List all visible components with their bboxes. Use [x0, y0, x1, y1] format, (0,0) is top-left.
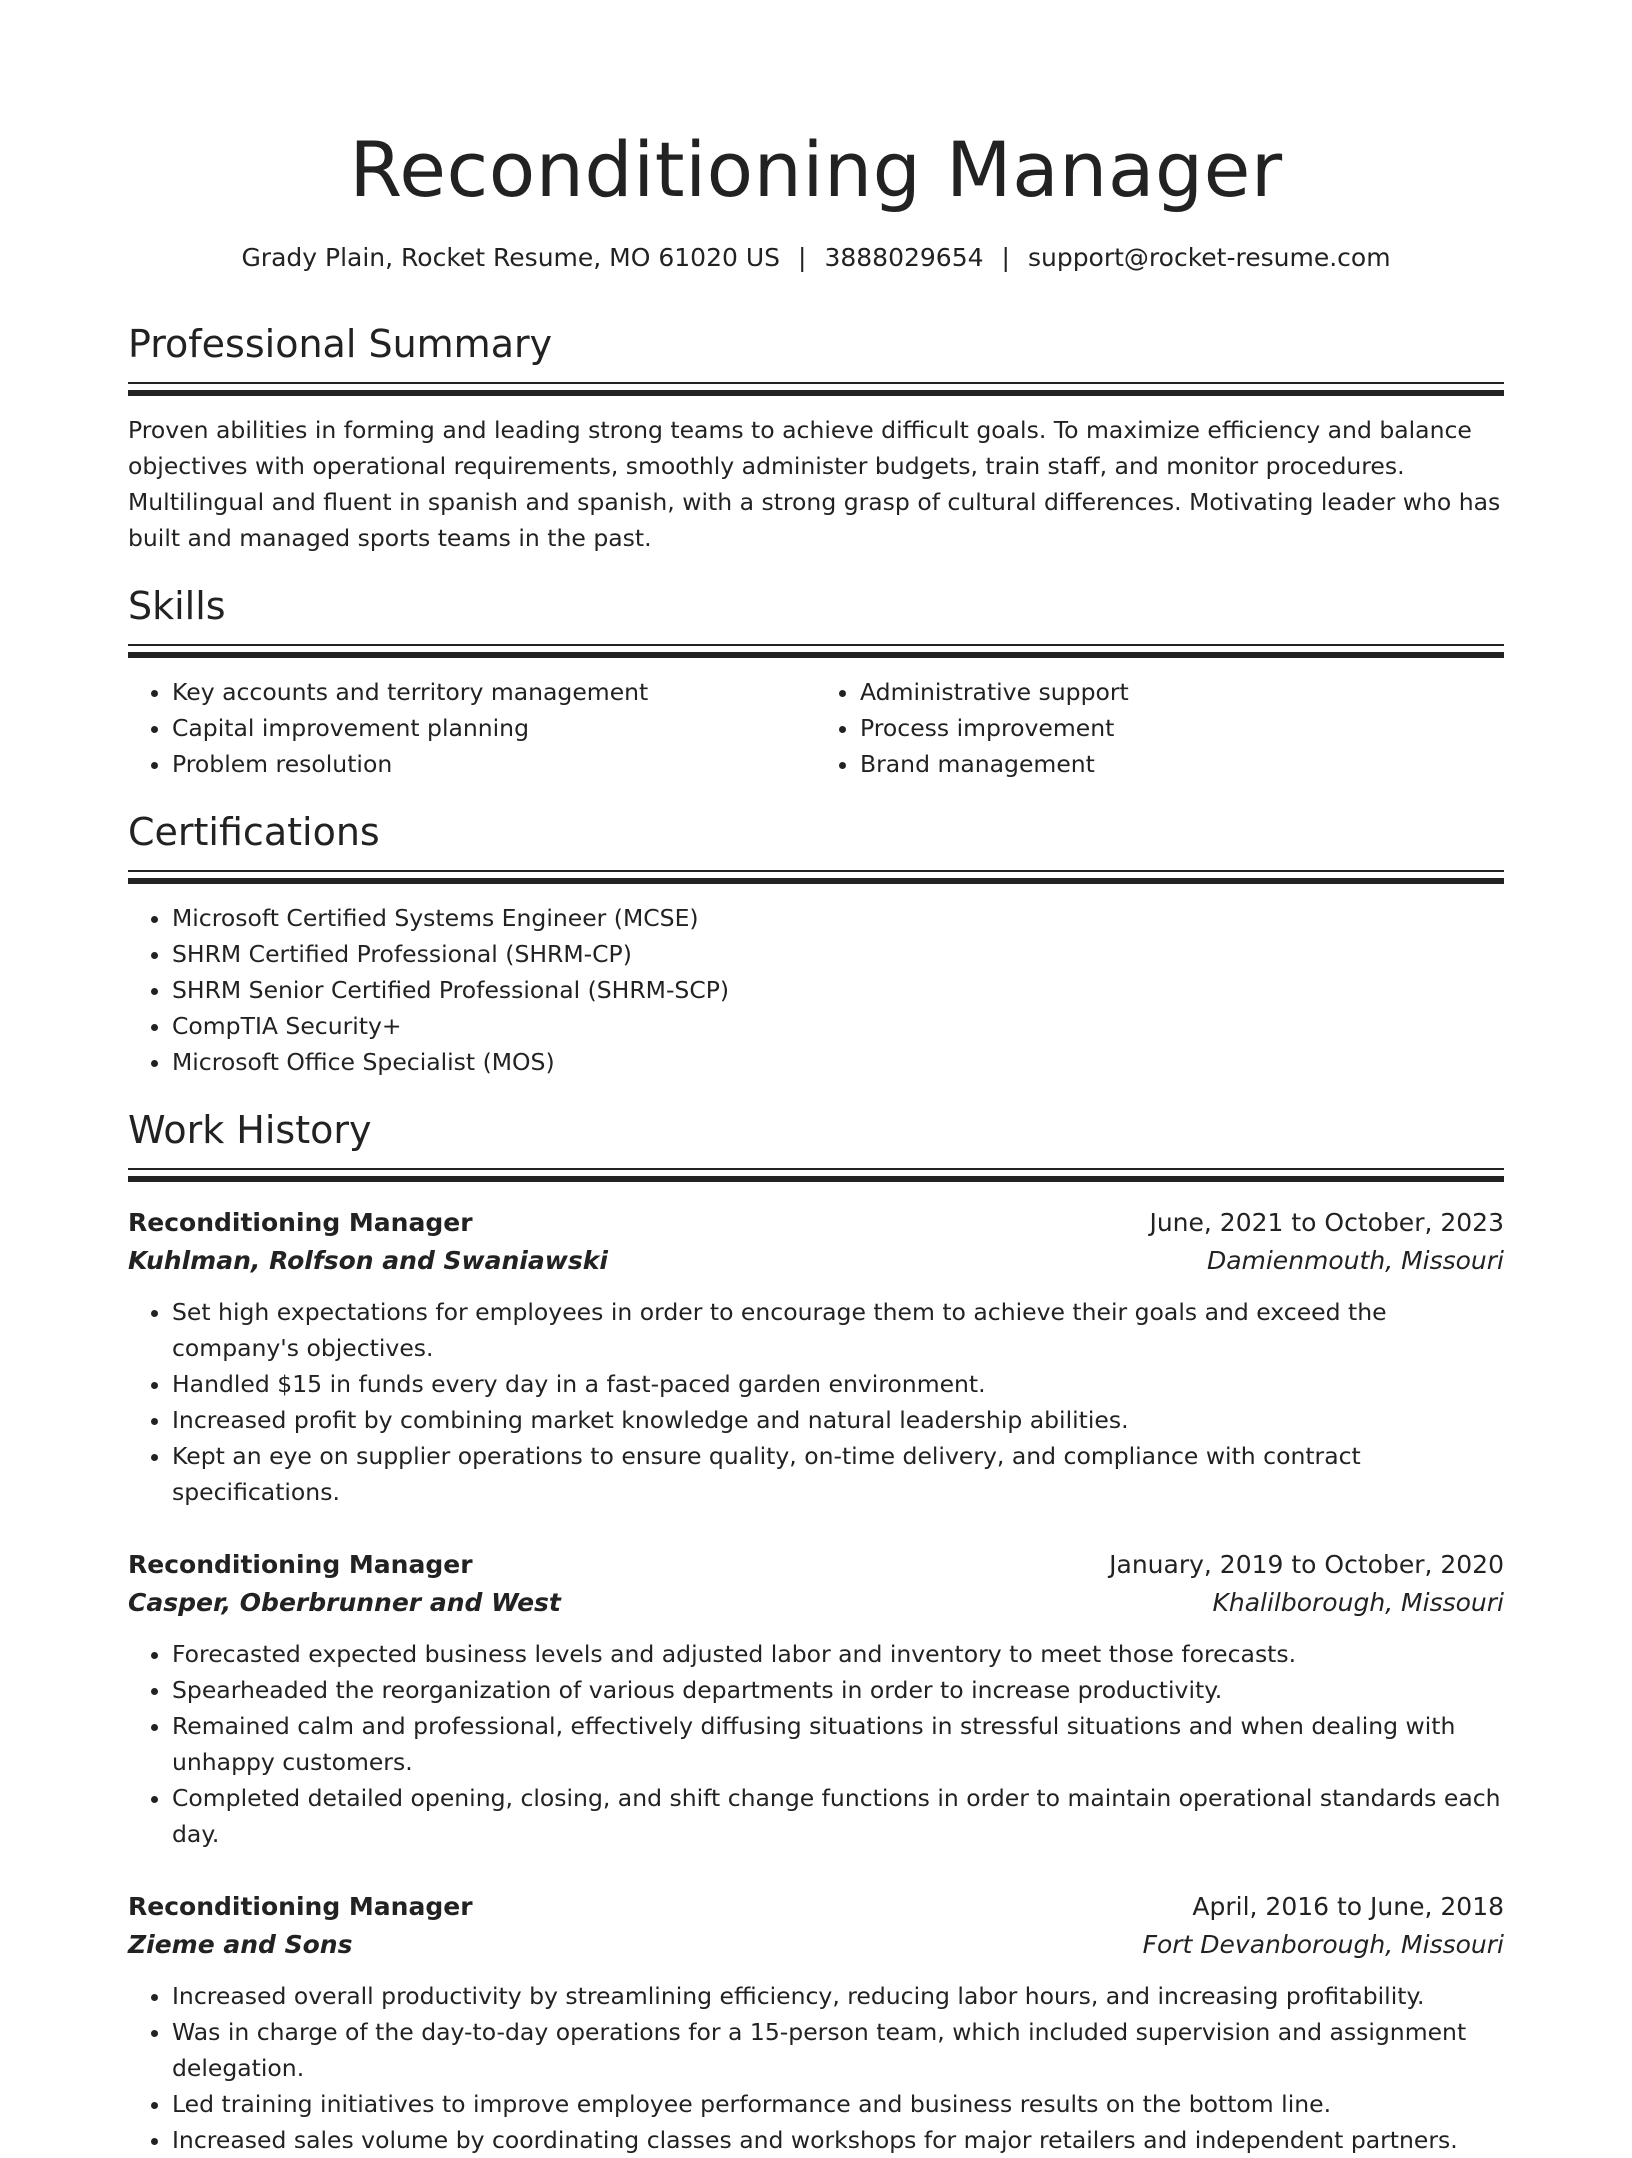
job-bullet: • Set high expectations for employees in order to encourage them to achieve their goals and exceed the company's objectives.: [172, 1294, 1504, 1366]
job-title: Reconditioning Manager: [128, 1892, 473, 1921]
job-bullet: • Forecasted expected business levels and adjusted labor and inventory to meet those forecasts.: [172, 1636, 1504, 1672]
skills-section: [128, 582, 1504, 782]
job-bullet: • Handled $15 in funds every day in a fast-paced garden environment.: [172, 1366, 1504, 1402]
summary-heading: Professional Summary: [128, 322, 553, 366]
job-bullet: • Completed detailed opening, closing, and shift change functions in order to maintain operational standards each day.: [172, 1780, 1504, 1852]
certification-item: • Microsoft Office Specialist (MOS): [172, 1044, 1504, 1080]
skill-item: • Process improvement: [860, 710, 1504, 746]
job-header-row: [128, 1888, 1504, 1926]
summary-text: Proven abilities in forming and leading strong teams to achieve difficult goals. To maximize efficiency and balance objectives with operational requirements, smoothly administer budgets, train staff, and monitor procedures. Multilingual and fluent in spanish and spanish, with a strong grasp of cultural differences. Motivating leader who has built and managed sports teams in the past.: [128, 416, 1501, 552]
job-bullet: • Spearheaded the reorganization of various departments in order to increase productivity.: [172, 1672, 1504, 1708]
job-bullet: • Kept an eye on supplier operations to ensure quality, on-time delivery, and compliance with contract specifications.: [172, 1438, 1504, 1510]
job-company: Kuhlman, Rolfson and Swaniawski: [128, 1246, 608, 1275]
contact-address: Grady Plain, Rocket Resume, MO 61020 US: [241, 243, 781, 272]
skill-item: • Brand management: [860, 746, 1504, 782]
skills-columns: [128, 674, 1504, 782]
contact-separator: |: [1001, 243, 1010, 272]
job-entry: [128, 1546, 1504, 1852]
job-bullets: [128, 1978, 1504, 2158]
job-dates: June, 2021 to October, 2023: [1149, 1208, 1504, 1237]
job-dates: April, 2016 to June, 2018: [1192, 1892, 1504, 1921]
job-title: Reconditioning Manager: [128, 1208, 473, 1237]
job-dates: January, 2019 to October, 2020: [1109, 1550, 1504, 1579]
job-entry: [128, 1204, 1504, 1510]
job-bullet: • Increased overall productivity by streamlining efficiency, reducing labor hours, and increasing profitability.: [172, 1978, 1504, 2014]
job-bullet: • Was in charge of the day-to-day operations for a 15-person team, which included supervision and assignment delegation.: [172, 2014, 1504, 2086]
job-company-row: [128, 1926, 1504, 1964]
summary-section: [128, 320, 1504, 556]
certification-item: • CompTIA Security+: [172, 1008, 1504, 1044]
job-company-row: [128, 1242, 1504, 1280]
contact-separator: |: [798, 243, 807, 272]
skill-item: • Capital improvement planning: [172, 710, 816, 746]
skill-item: • Problem resolution: [172, 746, 816, 782]
job-entry: [128, 1888, 1504, 2158]
job-bullet: • Remained calm and professional, effectively diffusing situations in stressful situations and when dealing with unhappy customers.: [172, 1708, 1504, 1780]
job-company-row: [128, 1584, 1504, 1622]
job-bullet: • Led training initiatives to improve employee performance and business results on the bottom line.: [172, 2086, 1504, 2122]
certification-item: • Microsoft Certified Systems Engineer (MCSE): [172, 900, 1504, 936]
work-history-section: [128, 1106, 1504, 2158]
job-location: Fort Devanborough, Missouri: [1142, 1930, 1504, 1959]
job-bullets: [128, 1294, 1504, 1510]
contact-phone: 3888029654: [824, 243, 984, 272]
certifications-section: [128, 808, 1504, 1080]
job-bullets: [128, 1636, 1504, 1852]
certifications-heading: Certifications: [128, 810, 380, 854]
job-location: Damienmouth, Missouri: [1206, 1246, 1504, 1275]
work-history-heading: Work History: [128, 1108, 372, 1152]
certifications-list: [128, 900, 1504, 1080]
section-divider: [128, 870, 1504, 884]
contact-line: [128, 242, 1504, 274]
job-company: Casper, Oberbrunner and West: [128, 1588, 561, 1617]
job-bullet: • Increased sales volume by coordinating classes and workshops for major retailers and independent partners.: [172, 2122, 1504, 2158]
section-divider: [128, 382, 1504, 396]
job-header-row: [128, 1546, 1504, 1584]
certification-item: • SHRM Certified Professional (SHRM-CP): [172, 936, 1504, 972]
job-location: Khalilborough, Missouri: [1212, 1588, 1504, 1617]
job-header-row: [128, 1204, 1504, 1242]
job-bullet: • Increased profit by combining market knowledge and natural leadership abilities.: [172, 1402, 1504, 1438]
skills-left-list: [128, 674, 816, 782]
job-company: Zieme and Sons: [128, 1930, 353, 1959]
skills-heading: Skills: [128, 584, 226, 628]
resume-title: Reconditioning Manager: [349, 125, 1283, 214]
contact-email: support@rocket-resume.com: [1027, 243, 1391, 272]
certification-item: • SHRM Senior Certified Professional (SHRM-SCP): [172, 972, 1504, 1008]
section-divider: [128, 1168, 1504, 1182]
skill-item: • Key accounts and territory management: [172, 674, 816, 710]
job-title: Reconditioning Manager: [128, 1550, 473, 1579]
skill-item: • Administrative support: [860, 674, 1504, 710]
section-divider: [128, 644, 1504, 658]
skills-right-list: [816, 674, 1504, 782]
